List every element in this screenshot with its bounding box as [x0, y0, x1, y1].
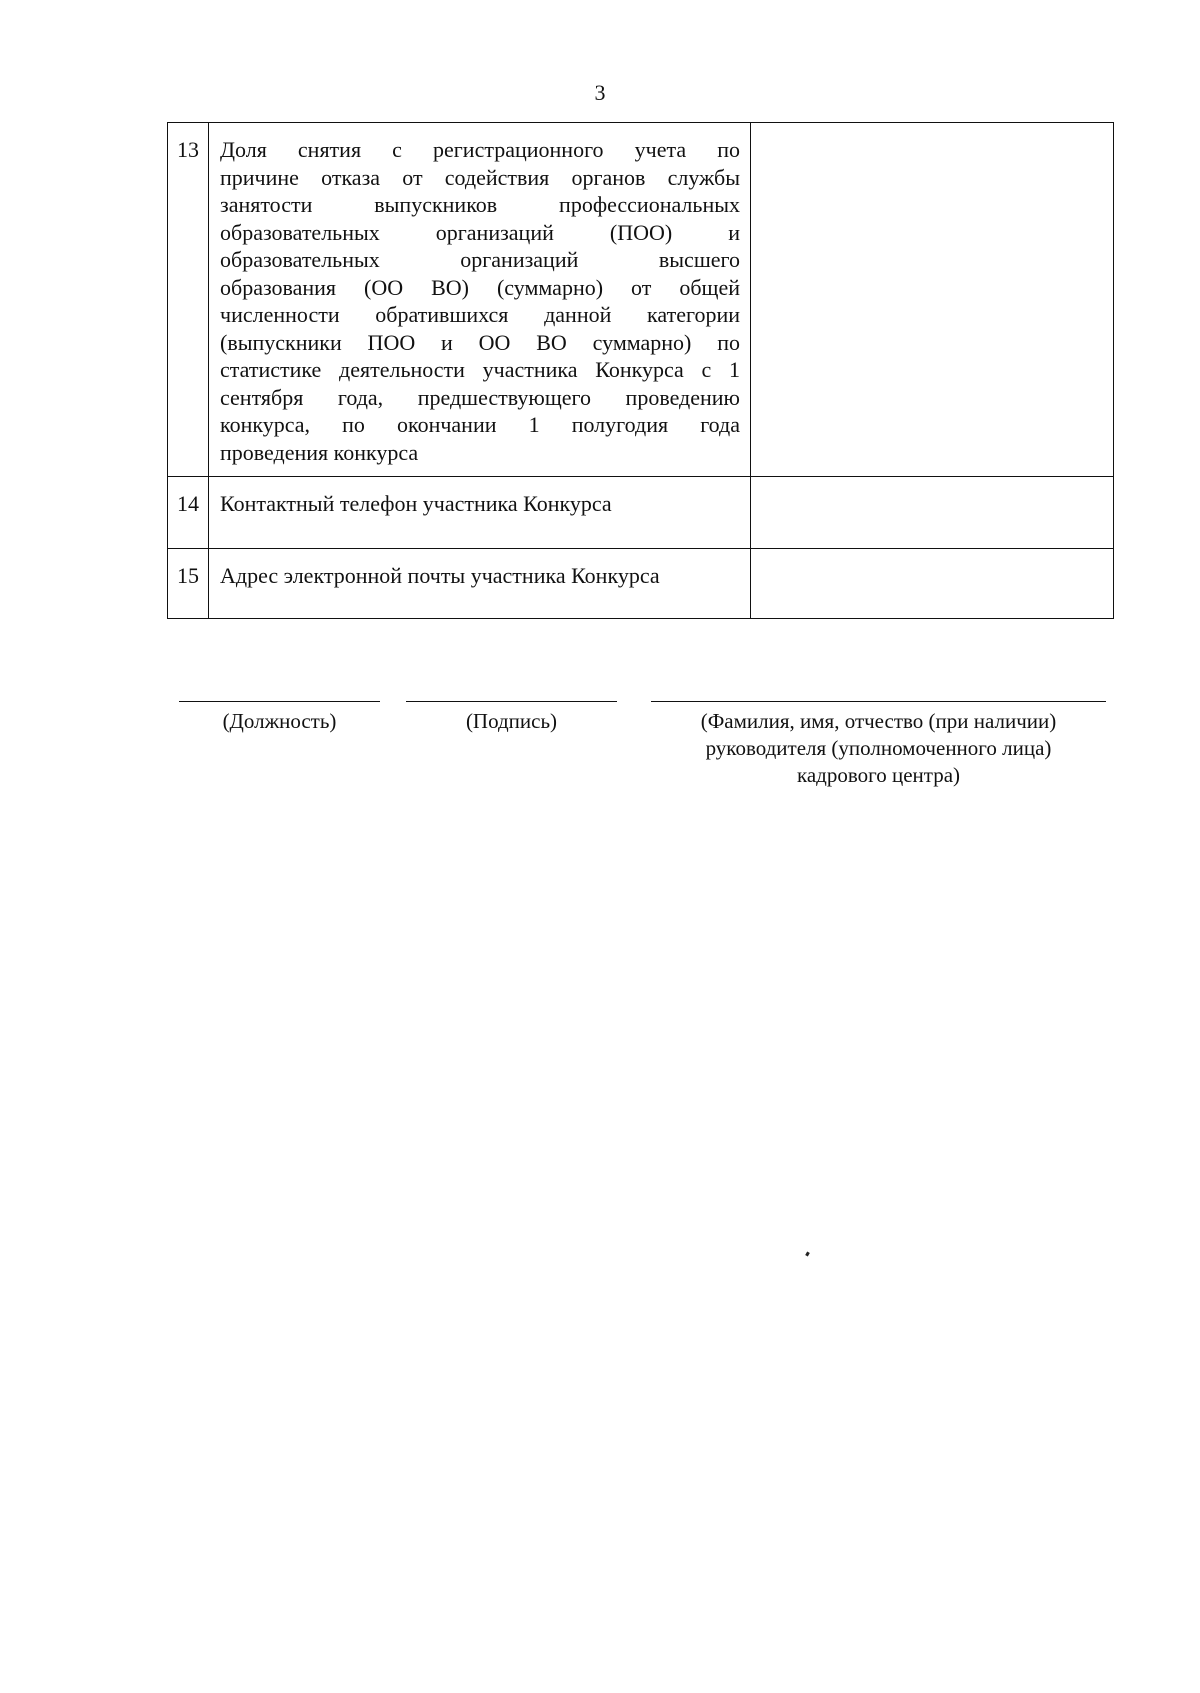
row-value-cell	[751, 477, 1114, 549]
table-row	[168, 123, 1114, 477]
description-line: сентября года, предшествующего проведению	[220, 384, 740, 410]
position-caption: (Должность)	[222, 709, 337, 733]
description-line: образовательных организаций высшего	[220, 247, 740, 272]
page-number: 3	[594, 80, 606, 105]
position-signature-line	[179, 701, 380, 702]
description-line: конкурса, по окончании 1 полугодия года	[220, 412, 740, 437]
full-name-signature-line	[651, 701, 1106, 702]
full-name-caption-line: руководителя (уполномоченного лица)	[705, 736, 1052, 760]
description-line: (выпускники ПОО и ОО ВО суммарно) по	[220, 329, 740, 355]
full-name-caption-line: кадрового центра)	[796, 763, 961, 787]
description-line: причине отказа от содействия органов службы	[220, 164, 740, 190]
full-name-caption-line: (Фамилия, имя, отчество (при наличии)	[700, 709, 1057, 733]
description-line: образования (ОО ВО) (суммарно) от общей	[220, 274, 740, 300]
description-line: Доля снятия с регистрационного учета по	[220, 137, 740, 162]
signature-caption: (Подпись)	[465, 709, 558, 733]
description-line: занятости выпускников профессиональных	[220, 192, 740, 217]
description-line: статистике деятельности участника Конкурса с 1	[220, 357, 740, 382]
scan-speck	[805, 1252, 810, 1257]
row-number: 15	[168, 549, 209, 619]
signature-line	[406, 701, 617, 702]
row-number: 13	[168, 123, 209, 477]
application-table	[167, 122, 1114, 619]
description-line: численности обратившихся данной категории	[220, 302, 740, 327]
table-row	[168, 477, 1114, 549]
table-row	[168, 549, 1114, 619]
description-line: образовательных организаций (ПОО) и	[220, 219, 740, 245]
full-name-caption	[651, 708, 1106, 789]
row-value-cell	[751, 549, 1114, 619]
description-line: проведения конкурса	[220, 439, 419, 465]
row-description: Контактный телефон участника Конкурса	[209, 477, 751, 549]
row-value-cell	[751, 123, 1114, 477]
row-description: Адрес электронной почты участника Конкурса	[209, 549, 751, 619]
row-description	[209, 123, 751, 477]
row-number: 14	[168, 477, 209, 549]
